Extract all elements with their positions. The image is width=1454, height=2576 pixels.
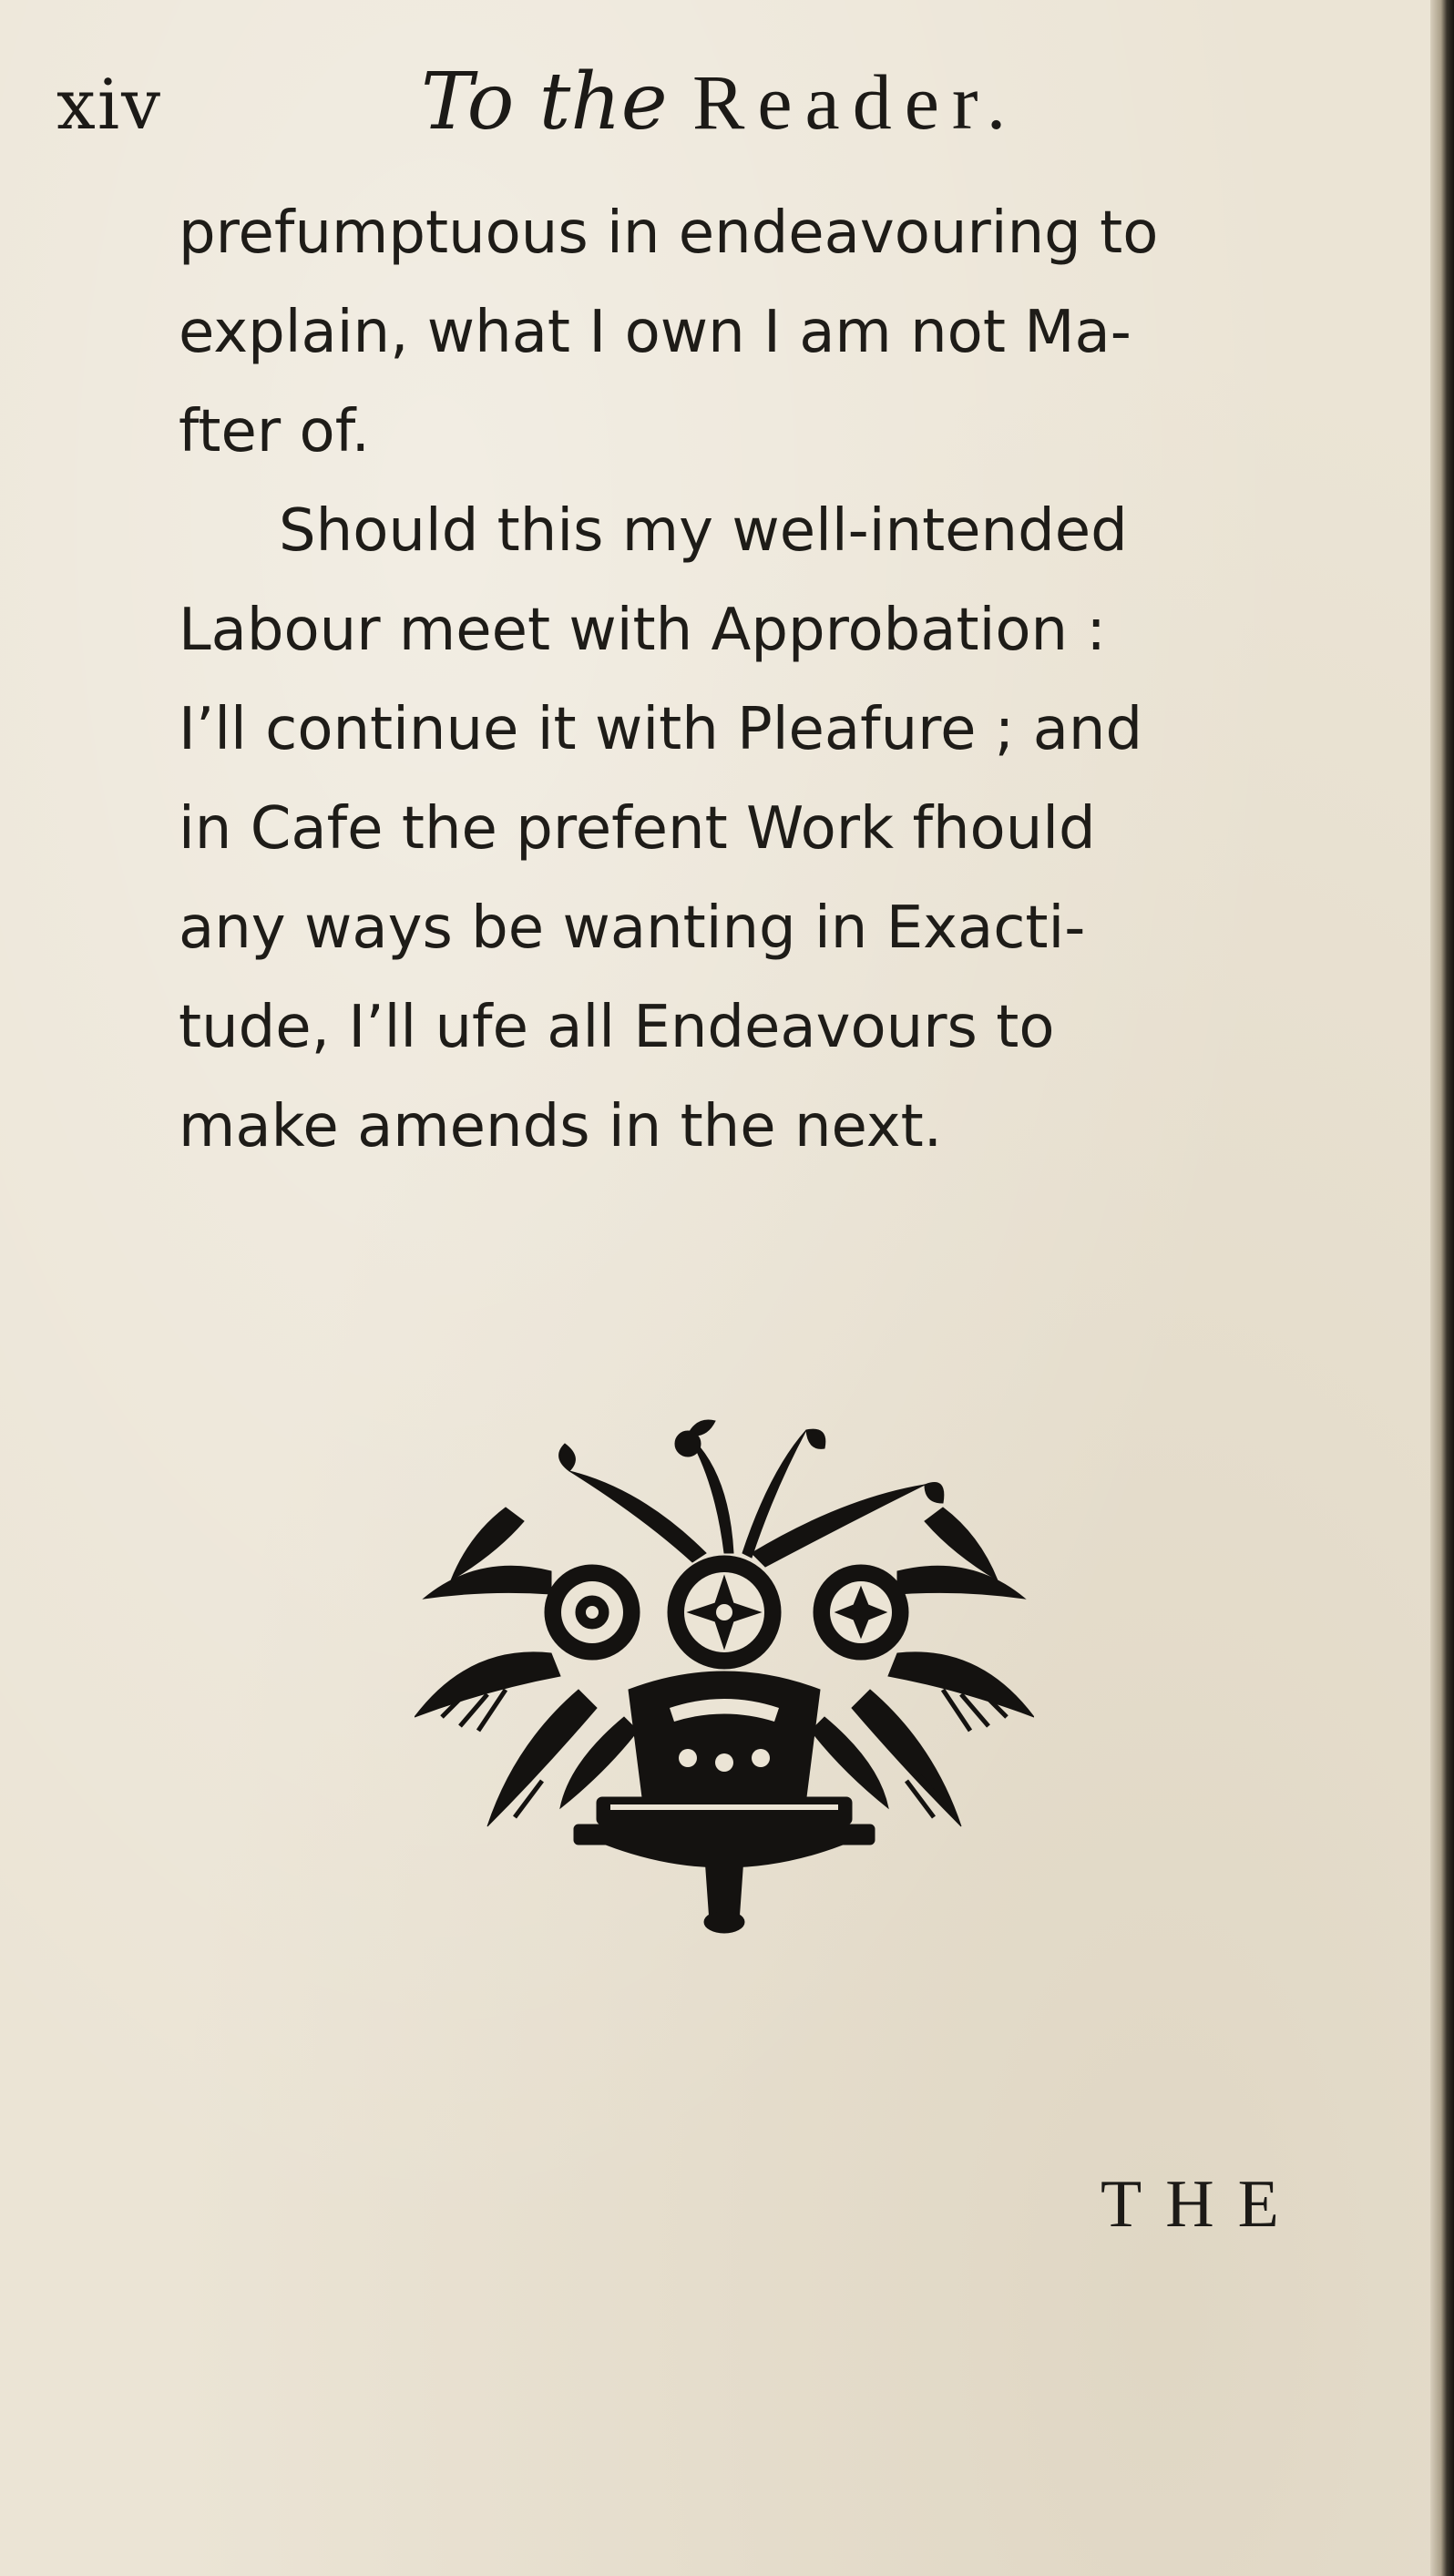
text-line: explain, what I own I am not Ma- xyxy=(179,299,1131,366)
text-line: Labour meet with Approbation : xyxy=(179,597,1106,664)
text-line: tude, I’ll ufe all Endeavours to xyxy=(179,994,1055,1061)
text-line: Should this my well-intended xyxy=(279,497,1128,565)
text-line: prefumptuous in endeavouring to xyxy=(179,199,1159,267)
catchword: THE xyxy=(1101,2167,1303,2242)
page-edge xyxy=(1430,0,1454,2576)
page-number: xiv xyxy=(56,64,163,145)
floral-vase-ornament-icon xyxy=(415,1416,1034,1936)
text-line: I’ll continue it with Pleafure ; and xyxy=(179,696,1143,763)
running-title-caps: Reader. xyxy=(691,58,1019,146)
text-line: any ways be wanting in Exacti- xyxy=(179,894,1086,962)
running-head xyxy=(56,56,1204,166)
text-line: make amends in the next. xyxy=(179,1093,943,1160)
text-line: in Cafe the prefent Work fhould xyxy=(179,795,1096,863)
running-title xyxy=(421,56,1019,148)
running-title-italic: To the xyxy=(421,56,668,148)
text-line: fter of. xyxy=(179,398,370,465)
body-text xyxy=(179,184,1354,1177)
